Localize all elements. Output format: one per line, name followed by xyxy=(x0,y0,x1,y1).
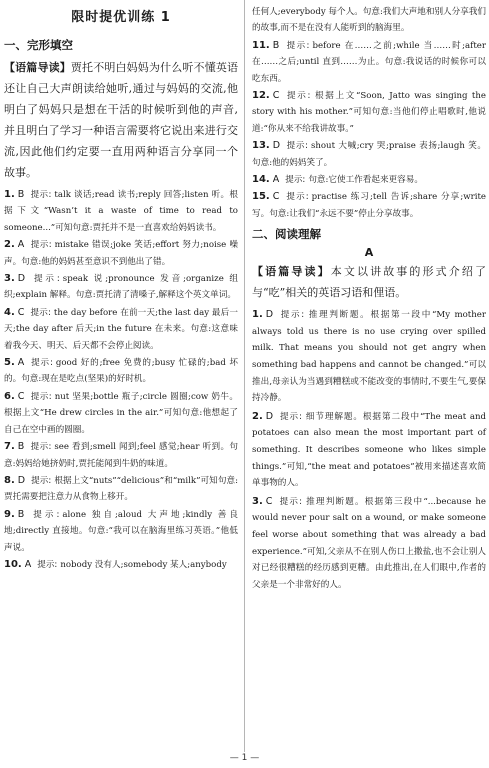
item-answer: B xyxy=(17,189,25,200)
item-answer: D xyxy=(265,410,274,422)
left-column xyxy=(4,4,238,574)
cloze-item-1 xyxy=(4,187,238,236)
item-explanation: before 在……之前;while 当……时;after 在……之后;until 直到……为止。句意:我说话的时候你可以吃东西。 xyxy=(252,40,486,84)
item-hint-label: 提示: xyxy=(30,442,52,453)
item-answer: C xyxy=(17,306,25,318)
column-divider xyxy=(244,0,245,752)
item-answer: C xyxy=(272,191,280,203)
item-number: 9. xyxy=(4,508,15,520)
item-explanation: talk 谈话;read 读书;reply 回答;listen 听。根据下文“Wasn’t it a waste of time to read to someone...”可知句意:贾托并不是一直喜欢给妈妈读书。 xyxy=(4,190,238,233)
item-explanation: shout 大喊;cry 哭;praise 表扬;laugh 笑。句意:他的妈妈笑了。 xyxy=(252,141,486,168)
item-hint-label: 提示: xyxy=(30,509,60,520)
item-hint-label: 提示: xyxy=(279,411,302,422)
item-number: 8. xyxy=(4,474,15,486)
item-explanation: good 好的;free 免费的;busy 忙碌的;bad 坏的。句意:现在是吃点(坚果)的好时机。 xyxy=(4,358,238,385)
cloze-item-10 xyxy=(4,557,238,573)
item-number: 13. xyxy=(252,140,270,152)
item-number: 7. xyxy=(4,441,15,453)
item-answer: A xyxy=(17,239,25,251)
item-number: 12. xyxy=(252,90,270,102)
item-explanation: 句意:它使工作看起来更容易。 xyxy=(308,175,423,186)
item-hint-label: 提示: xyxy=(30,307,51,318)
cloze-item-5 xyxy=(4,355,238,388)
cloze-item-13 xyxy=(252,138,486,171)
item-hint-label: 提示: xyxy=(285,192,309,203)
cloze-item-8 xyxy=(4,473,238,506)
item-answer: A xyxy=(272,174,280,186)
cloze-item-9 xyxy=(4,507,238,556)
reading-item-3 xyxy=(252,494,486,594)
item-number: 2. xyxy=(252,410,263,422)
item-number: 3. xyxy=(4,273,15,285)
item-hint-label: 提示: xyxy=(285,175,306,186)
item-hint-label: 提示: xyxy=(278,496,302,507)
item-answer: B xyxy=(272,39,280,51)
cloze-item-6 xyxy=(4,389,238,438)
item-explanation: 根据上文“nuts”“delicious”和“milk”可知句意:贾托需要把注意力从食物上移开。 xyxy=(4,475,238,503)
cloze-item-3 xyxy=(4,271,238,304)
item-answer: A xyxy=(24,558,32,570)
cloze-item-10-continued: 任何人;everybody 每个人。句意:我们大声地和别人分享我们的故事,而不是在没有人能听到的脑海里。 xyxy=(252,7,487,34)
item-answer: B xyxy=(17,441,25,453)
item-number: 6. xyxy=(4,390,15,402)
cloze-guide xyxy=(4,57,238,183)
cloze-item-7 xyxy=(4,439,238,472)
item-number: 10. xyxy=(4,558,22,570)
item-hint-label: 提示: xyxy=(30,190,52,200)
item-answer: D xyxy=(17,474,26,486)
item-explanation: the day before 在前一天;the last day 最后一天;the day after 后天;in the future 在未来。句意:这意味着我今天、明天、后天都不会停止阅读。 xyxy=(4,307,238,351)
reading-item-2 xyxy=(252,409,486,492)
cloze-guide-label: 【语篇导读】 xyxy=(4,61,71,74)
page-number: — 1 — xyxy=(229,753,260,763)
cloze-item-2 xyxy=(4,237,238,270)
item-hint-label: 提示: xyxy=(279,310,305,321)
item-explanation: nut 坚果;bottle 瓶子;circle 圆圈;cow 奶牛。根据上文“He drew circles in the air.”可知句意:他想起了自己在空中画的圆圈。 xyxy=(4,391,238,435)
right-column xyxy=(252,4,486,594)
reading-item-1 xyxy=(252,307,486,407)
cloze-item-14 xyxy=(252,172,486,188)
cloze-item-4 xyxy=(4,305,238,354)
item-explanation: nobody 没有人;somebody 某人;anybody xyxy=(60,559,227,570)
cloze-item-15 xyxy=(252,189,486,222)
item-hint-label: 提示: xyxy=(286,141,308,152)
item-explanation: see 看到;smell 闻到;feel 感觉;hear 听到。句意:妈妈给她挤奶时,贾托能闻到牛奶的味道。 xyxy=(4,442,238,469)
item-hint-label: 提示: xyxy=(285,91,311,102)
item-hint-label: 提示: xyxy=(31,274,60,285)
reading-guide-label: 【语篇导读】 xyxy=(252,265,331,279)
item-number: 3. xyxy=(252,495,263,507)
item-answer: D xyxy=(272,140,281,152)
item-number: 5. xyxy=(4,357,15,369)
item-number: 11. xyxy=(252,39,270,51)
item-hint-label: 提示: xyxy=(285,40,310,51)
cloze-heading: 一、完形填空 xyxy=(4,38,73,52)
page-title: 限时提优训练 1 xyxy=(71,10,171,25)
cloze-guide-text: 贾托不明白妈妈为什么听不懂英语还让自己大声朗读给她听,通过与妈妈的交流,他明白了妈妈只是想在干活的时候听到他的声音,并且明白了学习一种语言需要将它说出来进行交流,因此他们约定要一直用两种语言分享同一个故事。 xyxy=(4,61,239,179)
reading-guide xyxy=(252,261,486,303)
item-explanation: 推理判断题。根据第一段中“My mother always told us there is no use crying over spilled milk. That means you should not get angry when something bad happens and cannot be changed.”可以推出,母亲认为当遇到糟糕或不能改变的事情时,不要生气,要保持冷静。 xyxy=(252,310,486,404)
item-explanation: 推理判断题。根据第三段中“...because he would never pour salt on a wound, or make someone feel worse about something that was already a bad experience.”可知,父亲从不在别人伤口上撒盐,也不会让别人对已经很糟糕的经历感到更糟。由此推出,在人们眼中,作者的父亲是一个非常好的人。 xyxy=(252,496,486,590)
passage-letter: A xyxy=(364,246,374,260)
item-answer: D xyxy=(265,309,274,321)
item-answer: D xyxy=(17,273,26,285)
item-explanation: 根据上文“Soon, Jatto was singing the story with his mother.”可知句意:当他们停止唱歌时,他说道:“你从来不给我讲故事。” xyxy=(252,91,486,134)
item-answer: C xyxy=(17,390,25,402)
item-explanation: mistake 错误;joke 笑话;effort 努力;noise 噪声。句意:他的妈妈甚至意识不到他出了错。 xyxy=(4,240,238,267)
item-number: 14. xyxy=(252,174,270,186)
cloze-item-12 xyxy=(252,88,486,137)
item-explanation: speak 说;pronounce 发音;organize 组织;explain 解释。句意:贾托清了清嗓子,解释这个英文单词。 xyxy=(4,274,238,301)
item-number: 1. xyxy=(4,189,15,200)
item-hint-label: 提示: xyxy=(30,240,52,251)
item-answer: C xyxy=(272,90,280,102)
item-number: 15. xyxy=(252,191,270,203)
reading-heading: 二、阅读理解 xyxy=(252,227,321,242)
item-hint-label: 提示: xyxy=(30,391,52,402)
item-number: 4. xyxy=(4,306,15,318)
item-explanation: 细节理解题。根据第二段中“The meat and potatoes can also mean the most important part of something. It describes someone who likes simple things.”可知,“the meat and potatoes”被用来描述喜欢简单事物的人。 xyxy=(252,411,486,489)
item-hint-label: 提示: xyxy=(30,358,53,369)
item-number: 2. xyxy=(4,239,15,251)
item-explanation: alone 独自;aloud 大声地;kindly 善良地;directly 直接地。句意:“我可以在脑海里练习英语。”他低声说。 xyxy=(4,509,238,553)
item-hint-label: 提示: xyxy=(31,475,52,486)
reading-guide-text: 本文以讲故事的形式介绍了与“吃”相关的英语习语和俚语。 xyxy=(252,265,487,300)
item-number: 1. xyxy=(252,309,263,321)
item-answer: B xyxy=(17,508,25,520)
item-explanation: practise 练习;tell 告诉;share 分享;write 写。句意:让我们“永远不要”停止分享故事。 xyxy=(252,192,486,219)
item-answer: C xyxy=(265,495,273,507)
cloze-item-11 xyxy=(252,38,486,87)
item-hint-label: 提示: xyxy=(37,559,58,570)
item-answer: A xyxy=(17,357,25,369)
